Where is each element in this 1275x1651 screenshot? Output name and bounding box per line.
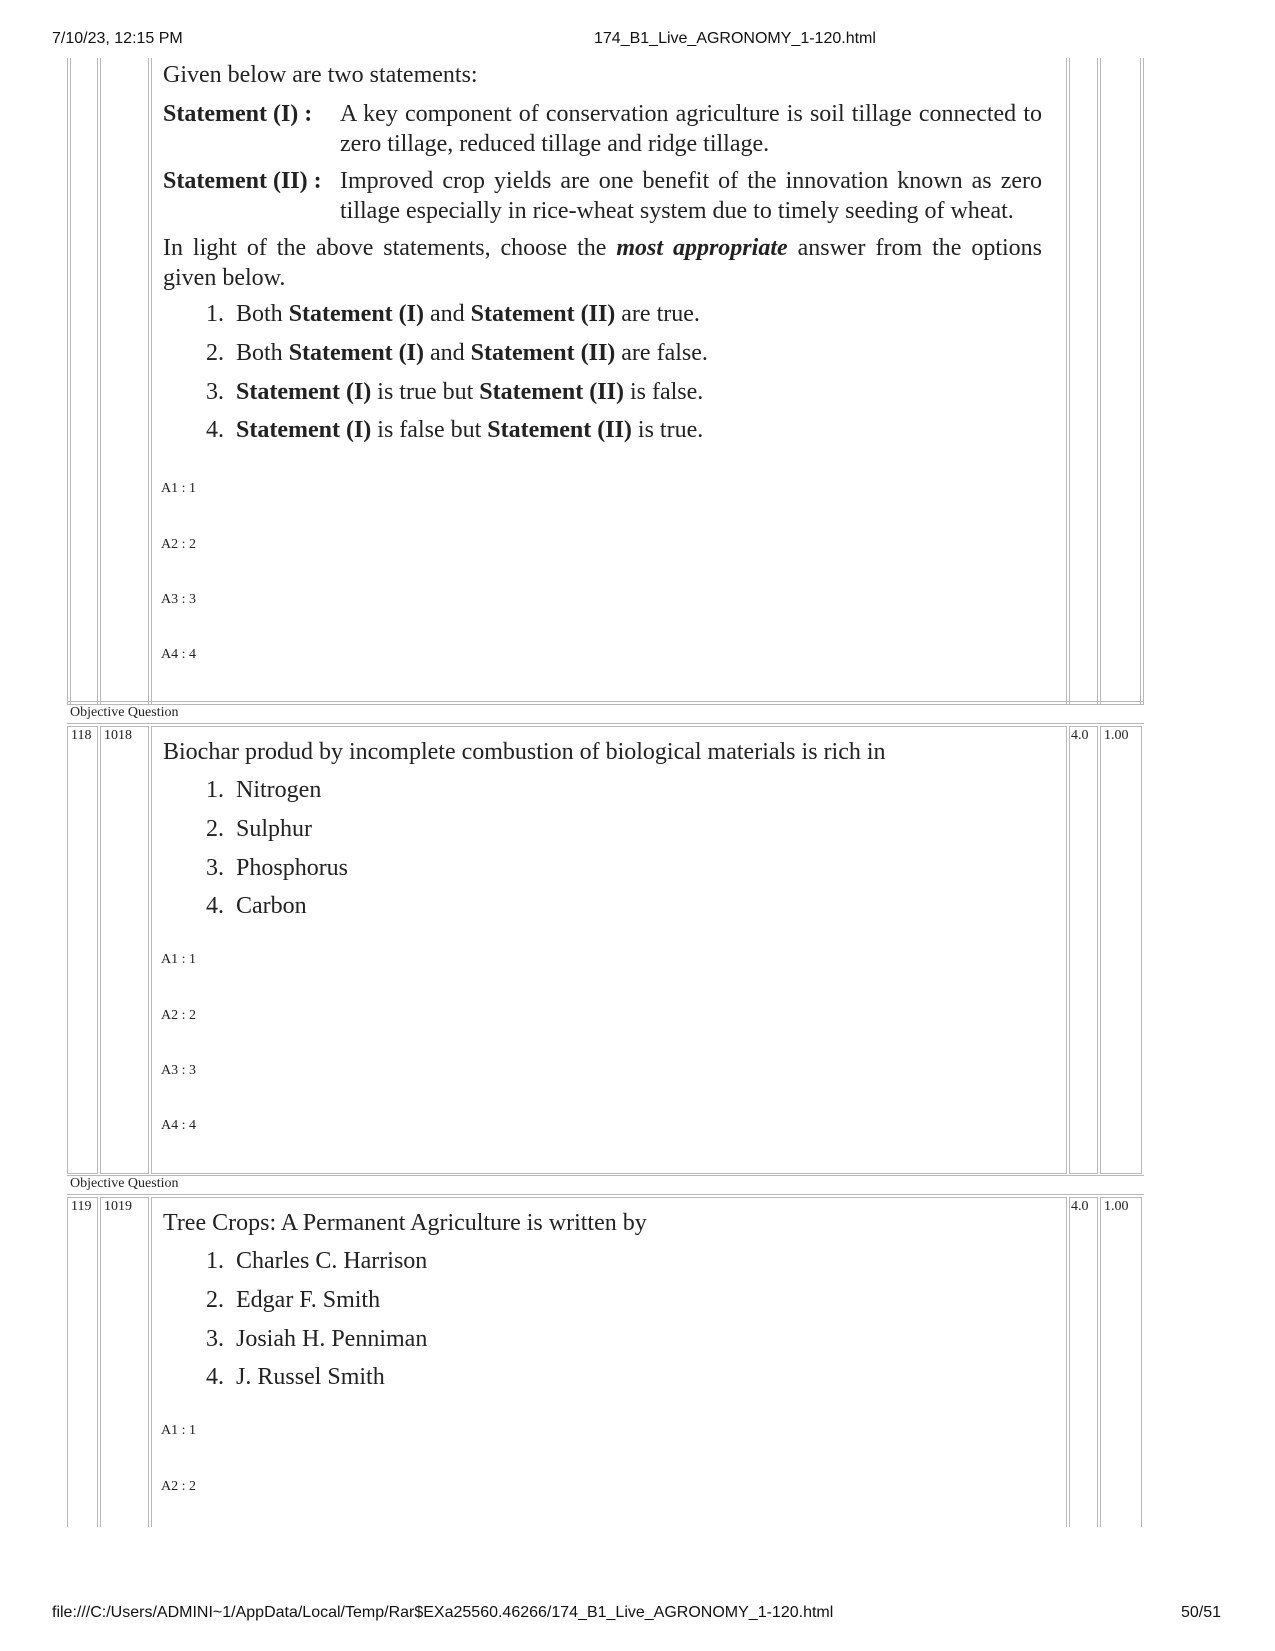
answer-key: A1 : 1 (161, 952, 196, 967)
statement-2-label: Statement (II) : (163, 168, 322, 194)
grid-line (67, 58, 68, 704)
grid-line (97, 58, 98, 704)
page-number: 50/51 (1181, 1604, 1222, 1621)
grid-line (67, 1194, 1144, 1195)
answer-key: A2 : 2 (161, 1008, 196, 1023)
grid-line (1066, 58, 1067, 704)
question-intro: Given below are two statements: (163, 62, 478, 88)
question-prompt: In light of the above statements, choose the most appropriate answer from the options given below. (163, 235, 1042, 291)
statement-2-text: Improved crop yields are one benefit of the innovation known as zero tillage especially in rice-wheat system due to timely seeding of wheat. (340, 168, 1042, 224)
option-3: 3. Statement (I) is true but Statement (II) is false. (206, 379, 704, 405)
marks: 4.0 (1071, 728, 1089, 743)
serial-number: 118 (71, 728, 92, 743)
grid-line (67, 1175, 1144, 1176)
qid-cell (100, 726, 149, 1174)
marks: 4.0 (1071, 1199, 1089, 1214)
answer-key: A2 : 2 (161, 537, 196, 552)
question-id: 1018 (104, 728, 132, 743)
question-text: Biochar produd by incomplete combustion of biological materials is rich in (163, 739, 886, 765)
grid-line (67, 704, 1144, 705)
grid-line (151, 58, 152, 704)
grid-line (148, 58, 149, 704)
sno-cell (67, 726, 98, 1174)
grid-line (67, 701, 1144, 702)
option-1: 1. Charles C. Harrison (206, 1248, 428, 1274)
negative-marks: 1.00 (1104, 728, 1129, 743)
serial-number: 119 (71, 1199, 92, 1214)
print-file-path: file:///C:/Users/ADMINI~1/AppData/Local/Temp/Rar$EXa25560.46266/174_B1_Live_AGRONOMY_1-120.html (52, 1604, 834, 1621)
answer-key: A4 : 4 (161, 647, 196, 662)
answer-key: A3 : 3 (161, 592, 196, 607)
negative-marks-cell (1100, 1197, 1142, 1527)
print-title: 174_B1_Live_AGRONOMY_1-120.html (594, 30, 876, 47)
option-1: 1. Nitrogen (206, 777, 322, 803)
option-4: 4. Carbon (206, 893, 307, 919)
answer-key: A4 : 4 (161, 1118, 196, 1133)
option-3: 3. Josiah H. Penniman (206, 1326, 428, 1352)
option-2: 2. Sulphur (206, 816, 313, 842)
grid-line (1097, 58, 1098, 704)
statement-1-text: A key component of conservation agriculture is soil tillage connected to zero tillage, reduced tillage and ridge tillage. (340, 101, 1042, 157)
marks-cell (1069, 1197, 1098, 1527)
answer-key: A2 : 2 (161, 1479, 196, 1494)
grid-line (1140, 58, 1141, 704)
question-text: Tree Crops: A Permanent Agriculture is written by (163, 1210, 647, 1236)
option-2: 2. Edgar F. Smith (206, 1287, 381, 1313)
option-4: 4. J. Russel Smith (206, 1364, 385, 1390)
question-id: 1019 (104, 1199, 132, 1214)
section-label: Objective Question (70, 1176, 179, 1191)
option-4: 4. Statement (I) is false but Statement (II) is true. (206, 417, 704, 443)
marks-cell (1069, 726, 1098, 1174)
answer-key: A3 : 3 (161, 1063, 196, 1078)
statement-1-label: Statement (I) : (163, 101, 313, 127)
grid-line (1069, 58, 1070, 704)
negative-marks-cell (1100, 726, 1142, 1174)
sno-cell (67, 1197, 98, 1527)
option-3: 3. Phosphorus (206, 855, 349, 881)
grid-line (70, 58, 71, 704)
option-1: 1. Both Statement (I) and Statement (II) are true. (206, 301, 700, 327)
grid-line (67, 723, 1144, 724)
section-label: Objective Question (70, 705, 179, 720)
answer-key: A1 : 1 (161, 1423, 196, 1438)
option-2: 2. Both Statement (I) and Statement (II) are false. (206, 340, 708, 366)
grid-line (1143, 58, 1144, 704)
grid-line (100, 58, 101, 704)
negative-marks: 1.00 (1104, 1199, 1129, 1214)
answer-key: A1 : 1 (161, 481, 196, 496)
qid-cell (100, 1197, 149, 1527)
grid-line (1100, 58, 1101, 704)
print-date: 7/10/23, 12:15 PM (52, 30, 183, 47)
